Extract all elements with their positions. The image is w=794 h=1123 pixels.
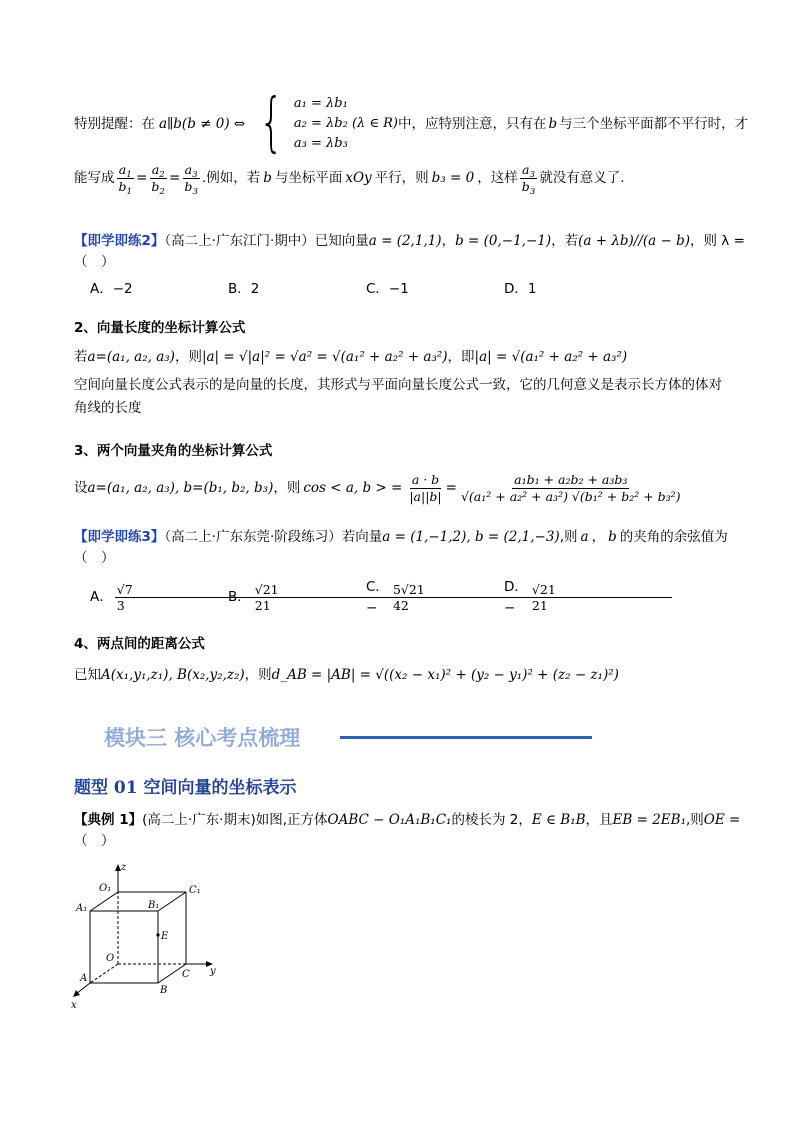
- note-condition: a∥b(b ≠ 0) ⇔: [159, 115, 246, 132]
- note-label: 特别提醒：在: [74, 115, 155, 132]
- practice-2-ask: ，则 λ =: [690, 233, 745, 249]
- ratio-eq-1: =: [136, 170, 148, 187]
- system-row-1: a₁ = λb₁: [293, 96, 348, 111]
- note-line2-d: 平行，则: [374, 170, 429, 187]
- example-1-cube: OABC − O₁A₁B₁C₁: [327, 812, 452, 828]
- section-4: [74, 634, 724, 686]
- section-4-mid: ，则: [244, 666, 272, 683]
- note-mid: 中，应特别注意，只有在: [398, 115, 547, 132]
- practice-2-text: （高二上·广东江门·期中）已知向量: [164, 233, 369, 249]
- practice-2-options: [74, 279, 724, 300]
- example-1-and: ，且: [585, 812, 613, 828]
- practice-2-cond: (a + λb)//(a − b): [578, 233, 691, 249]
- option-d-den: 21: [531, 598, 548, 614]
- module-title-rule: [340, 736, 592, 739]
- edge-O1-A1: [90, 892, 118, 911]
- note-line2-e: ，这样: [477, 170, 518, 187]
- ratio-1: $\frac{a_1}{b_1}$: [118, 162, 133, 198]
- label-O: O: [106, 953, 115, 964]
- special-note: [74, 86, 749, 198]
- option-a-den: 3: [116, 598, 125, 614]
- section-3-pre: 设: [74, 479, 88, 496]
- ratio-2: $\frac{a_2}{b_2}$: [151, 162, 165, 198]
- practice-2-option-d: D．1: [504, 280, 537, 297]
- cube-figure: [68, 860, 228, 1010]
- practice-3-option-d: D．− $\frac{√21}{21}$: [504, 577, 642, 619]
- note-line2-b: .例如，若: [201, 170, 261, 187]
- cos-frac-2-den: √(a₁² + a₂² + a₃²) √(b₁² + b₂² + b₃²): [460, 488, 681, 504]
- cos-frac-2: [459, 472, 683, 504]
- label-y: y: [210, 966, 216, 977]
- ratio-a3-b3: $\frac{a_3}{b_3}$: [521, 162, 536, 198]
- label-E: E: [161, 931, 169, 942]
- practice-2-paren: （ ）: [74, 253, 115, 270]
- ratio-3: $\frac{a_3}{b_3}$: [184, 162, 198, 198]
- practice-3-vecs: a = (1,−1,2), b = (2,1,−3): [382, 529, 560, 545]
- question-type-title: 题型 01 空间向量的坐标表示: [74, 778, 297, 798]
- cos-label: cos < a, b > =: [303, 479, 403, 496]
- note-line2-f: 就没有意义了.: [539, 170, 625, 187]
- practice-3-option-a: A． $\frac{√7}{3}$: [90, 582, 228, 614]
- example-1-tag: 【典例 1】: [74, 812, 143, 828]
- distance-formula: d_AB = |AB| = √((x₂ − x₁)² + (y₂ − y₁)² + (z₂ − z₁)²): [271, 666, 619, 683]
- note-line2-a: 能写成: [74, 170, 115, 187]
- ratio-eq-2: =: [169, 170, 181, 187]
- option-c-num: 5√21: [391, 582, 533, 599]
- plane-xoy: xOy: [345, 170, 372, 187]
- example-1-ask: ,则: [685, 812, 704, 828]
- label-B: B: [160, 985, 168, 996]
- practice-2-option-b: B．2: [228, 280, 260, 297]
- section-3-title: 3、两个向量夹角的坐标计算公式: [74, 443, 273, 459]
- x-axis: [76, 983, 90, 994]
- section-3-vecs: a=(a₁, a₂, a₃), b=(b₁, b₂, b₃): [87, 479, 274, 496]
- practice-3-paren: （ ）: [74, 549, 115, 566]
- example-1-paren: （ ）: [74, 832, 115, 849]
- label-z: z: [121, 862, 127, 873]
- practice-2-vec-a: a = (2,1,1): [368, 233, 442, 249]
- label-A1: A₁: [76, 903, 88, 914]
- cos-frac-1-den: |a||b|: [409, 488, 442, 504]
- vector-b-2: b: [263, 170, 272, 187]
- practice-3-option-c: C．− $\frac{5√21}{42}$: [366, 577, 504, 619]
- option-b-num: √21: [253, 582, 395, 599]
- example-1-target: OE =: [703, 812, 741, 828]
- collinear-system: { a₁ = λb₁ a₂ = λb₂ (λ ∈ R) a₃ = λb₃: [259, 86, 399, 161]
- practice-3-text: （高二上·广东东莞·阶段练习）若向量: [164, 529, 383, 545]
- practice-2: 【即学即练2】（高二上·广东江门·期中）已知向量a = (2,1,1)，b = (0,−1,−1)，若(a + λb)//(a − b)，则 λ = （ ） A．−2 B．2 C．−1 D．1: [74, 231, 724, 300]
- practice-2-tag: 【即学即练2】: [74, 233, 165, 249]
- practice-2-vec-b: b = (0,−1,−1): [455, 233, 552, 249]
- section-2: [74, 318, 724, 421]
- practice-2-option-a: A．−2: [90, 280, 133, 297]
- example-1-cond: E ∈ B₁B: [531, 812, 586, 828]
- module-title: 模块三 核心考点梳理: [104, 725, 301, 750]
- option-a-num: √7: [115, 582, 257, 599]
- cos-frac-1: [407, 472, 443, 504]
- cos-eq: =: [445, 479, 457, 496]
- section-3-mid: ，则: [273, 479, 301, 496]
- section-2-title: 2、向量长度的坐标计算公式: [74, 320, 246, 336]
- section-2-vec: a=(a₁, a₂, a₃): [87, 348, 175, 365]
- label-A: A: [80, 973, 88, 984]
- label-C1: C₁: [189, 885, 201, 896]
- label-O1: O₁: [99, 883, 112, 894]
- practice-3-options: [74, 577, 724, 619]
- section-2-pre: 若: [74, 348, 88, 365]
- label-x: x: [71, 1000, 77, 1010]
- edge-B1-C1: [158, 892, 186, 911]
- practice-2-cond-pre: ，若: [551, 233, 579, 249]
- cos-frac-2-num: a₁b₁ + a₂b₂ + a₃b₃: [514, 471, 628, 487]
- example-1-text: (高二上·广东·期末)如图,正方体: [142, 812, 328, 828]
- practice-3: 【即学即练3】（高二上·广东东莞·阶段练习）若向量a = (1,−1,2), b = (2,1,−3),则 a ， b 的夹角的余弦值为 （ ） A． $\frac{√7}{3}$ B． $\frac{√21}{21}$ C．− $\frac{5√21}{42}$ D．− $\frac{√21}{21}$: [74, 527, 724, 619]
- cos-frac-1-num: a · b: [411, 471, 440, 487]
- option-d-num: √21: [530, 582, 672, 599]
- system-row-2: a₂ = λb₂ (λ ∈ R): [293, 116, 399, 132]
- label-B1: B₁: [148, 900, 160, 911]
- system-row-3: a₃ = λb₃: [293, 136, 348, 152]
- section-4-title: 4、两点间的距离公式: [74, 636, 205, 652]
- edge-O-A: [90, 964, 118, 983]
- practice-3-option-b: B． $\frac{√21}{21}$: [228, 582, 366, 614]
- section-2-mid: ，则: [174, 348, 202, 365]
- length-formula: |a| = √|a|² = √a² = √(a₁² + a₂² + a₃²): [201, 348, 448, 365]
- vector-b: b: [548, 115, 558, 132]
- practice-3-ask: ,则: [559, 529, 578, 545]
- option-c-den: 42: [392, 598, 409, 614]
- section-2-desc: 空间向量长度公式表示的是向量的长度，其形式与平面向量长度公式一致，它的几何意义是表示长方体的体对角线的长度: [74, 376, 722, 417]
- practice-3-ask2: 的夹角的余弦值为: [619, 529, 728, 545]
- section-4-pre: 已知: [74, 666, 101, 683]
- point-E: [156, 933, 159, 936]
- practice-3-tag: 【即学即练3】: [74, 529, 165, 545]
- b3-zero: b₃ = 0: [431, 170, 475, 187]
- section-2-then: ，即: [447, 348, 475, 365]
- section-4-points: A(x₁,y₁,z₁), B(x₂,y₂,z₂): [101, 666, 245, 683]
- label-C: C: [182, 969, 190, 980]
- note-tail: 与三个坐标平面都不平行时，才: [559, 115, 749, 132]
- section-3: [74, 441, 724, 504]
- example-1: [74, 810, 741, 852]
- note-line2-c: 与坐标平面: [274, 170, 343, 187]
- length-result: |a| = √(a₁² + a₂² + a₃²): [474, 348, 628, 365]
- practice-2-option-c: C．−1: [366, 280, 409, 297]
- example-1-len: 的棱长为 2，: [451, 812, 532, 828]
- example-1-rel: EB = 2EB₁: [612, 812, 686, 828]
- option-b-den: 21: [254, 598, 271, 614]
